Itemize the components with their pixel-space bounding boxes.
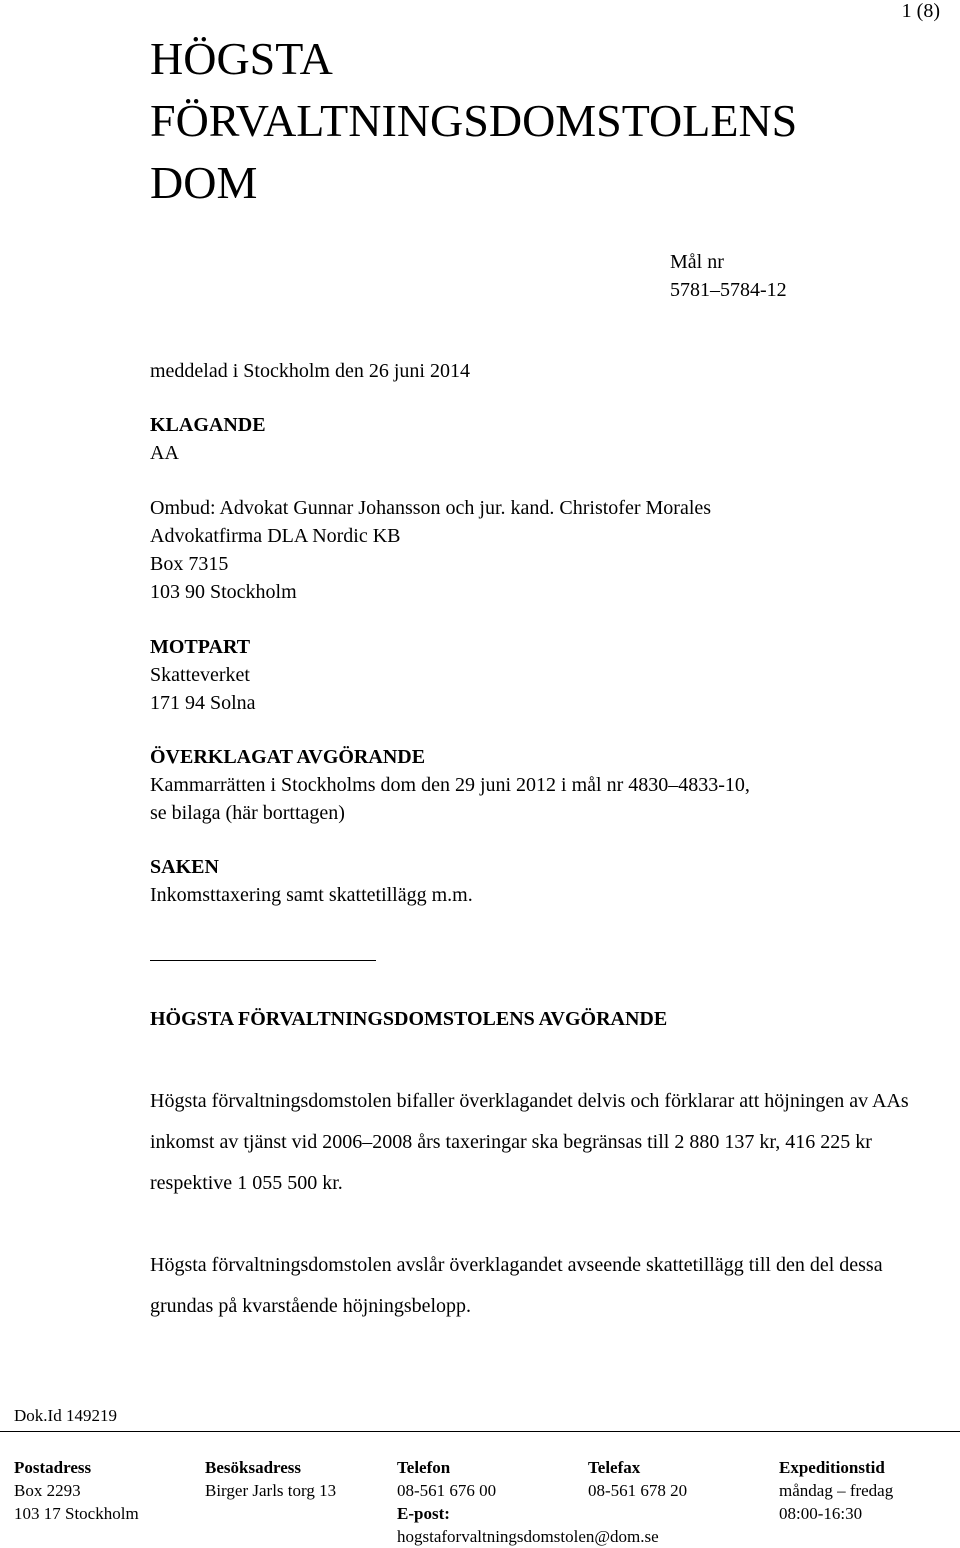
- counsel-line: Box 7315: [150, 553, 229, 575]
- footer-line: måndag – fredag: [779, 1481, 894, 1500]
- court-title: [150, 28, 930, 214]
- case-number: 5781–5784-12: [670, 279, 787, 301]
- counsel-line: Ombud: Advokat Gunnar Johansson och jur. kand. Christofer Morales: [150, 497, 712, 519]
- appellant-name: AA: [150, 442, 179, 464]
- counterparty-line: 171 94 Solna: [150, 692, 256, 714]
- appealed-decision-line: se bilaga (här borttagen): [150, 802, 345, 824]
- matter-text: Inkomsttaxering samt skattetillägg m.m.: [150, 884, 473, 906]
- matter-heading: SAKEN: [150, 856, 219, 878]
- footer-line: 103 17 Stockholm: [14, 1504, 139, 1523]
- footer-fax: [588, 1456, 687, 1502]
- footer-line: Box 2293: [14, 1481, 81, 1500]
- counsel-line: 103 90 Stockholm: [150, 581, 297, 603]
- footer-heading: Postadress: [14, 1458, 92, 1477]
- ruling-paragraph: Högsta förvaltningsdomstolen avslår överklagandet avseende skattetillägg till den del dessa grundas på kvarstående höjningsbelopp.: [150, 1254, 883, 1317]
- appellant-heading: KLAGANDE: [150, 414, 266, 436]
- footer-email-label: E-post:: [397, 1504, 450, 1523]
- court-title-line: DOM: [150, 157, 258, 208]
- ruling-heading: HÖGSTA FÖRVALTNINGSDOMSTOLENS AVGÖRANDE: [150, 1008, 668, 1030]
- footer-line: 08-561 678 20: [588, 1481, 688, 1500]
- counsel-line: Advokatfirma DLA Nordic KB: [150, 525, 401, 547]
- footer-line: 08-561 676 00: [397, 1481, 497, 1500]
- footer-heading: Telefax: [588, 1458, 641, 1477]
- separator-line: [150, 960, 376, 961]
- footer-line: Birger Jarls torg 13: [205, 1481, 337, 1500]
- footer-line: 08:00-16:30: [779, 1504, 863, 1523]
- footer-postal-address: [14, 1456, 139, 1525]
- counterparty-line: Skatteverket: [150, 664, 250, 686]
- footer-office-hours: [779, 1456, 893, 1525]
- appealed-decision-heading: ÖVERKLAGAT AVGÖRANDE: [150, 746, 426, 768]
- footer-visiting-address: [205, 1456, 336, 1502]
- court-title-line: HÖGSTA: [150, 33, 333, 84]
- appealed-decision-line: Kammarrätten i Stockholms dom den 29 juni 2012 i mål nr 4830–4833-10,: [150, 774, 750, 796]
- footer-divider: [0, 1431, 960, 1432]
- court-title-line: FÖRVALTNINGSDOMSTOLENS: [150, 95, 798, 146]
- footer-heading: Telefon: [397, 1458, 451, 1477]
- counterparty-heading: MOTPART: [150, 636, 251, 658]
- footer-email: hogstaforvaltningsdomstolen@dom.se: [397, 1527, 659, 1546]
- footer-heading: Expeditionstid: [779, 1458, 885, 1477]
- page-number: 1 (8): [901, 0, 940, 22]
- case-number-label: Mål nr: [670, 251, 724, 273]
- ruling-paragraph: Högsta förvaltningsdomstolen bifaller överklagandet delvis och förklarar att höjningen av AAs inkomst av tjänst vid 2006–2008 års taxeringar ska begränsas till 2 880 137 kr, 416 225 kr respektive 1 055 500 kr.: [150, 1090, 909, 1194]
- document-id: Dok.Id 149219: [14, 1406, 117, 1425]
- issued-line: meddelad i Stockholm den 26 juni 2014: [150, 360, 470, 382]
- footer-heading: Besöksadress: [205, 1458, 302, 1477]
